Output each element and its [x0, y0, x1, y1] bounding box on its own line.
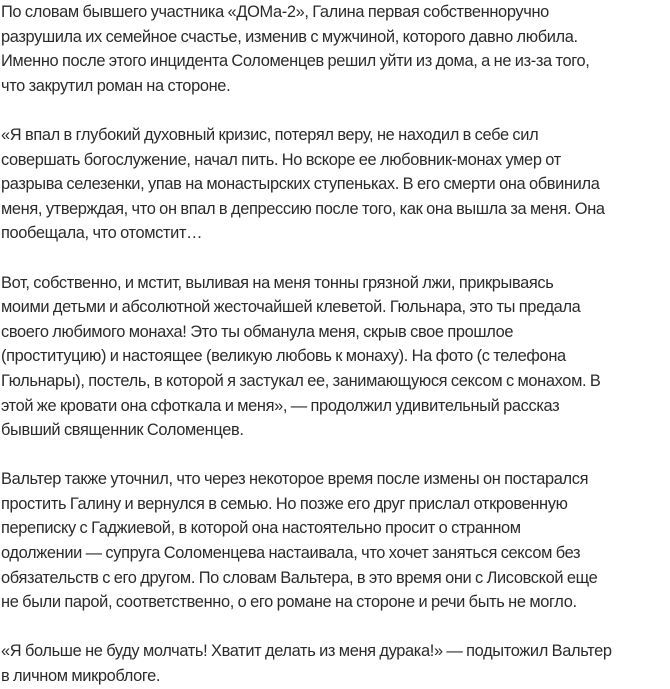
paragraph-intro [1, 0, 670, 98]
text-line: в личном микроблоге. [1, 667, 161, 686]
paragraph-quote-part-2 [1, 271, 670, 443]
text-line: переписку с Гаджиевой, в которой она настоятельно просит о странном [1, 519, 521, 538]
text-line: разрушила их семейное счастье, изменив с мужчиной, которого давно любила. [1, 27, 578, 46]
text-line: пообещала, что отомстит… [1, 224, 203, 243]
text-line: меня, утверждая, что он впал в депрессию после того, как она вышла за меня. Она [1, 199, 605, 218]
text-line: не были парой, соответственно, о его романе на стороне и речи быть не могло. [1, 593, 577, 612]
text-line: Гюльнары), постель, в которой я застукал ее, занимающуюся сексом с монахом. В [1, 371, 601, 390]
text-line: (проституцию) и настоящее (великую любовь к монаху). На фото (с телефона [1, 347, 566, 366]
paragraph-quote-part-1 [1, 123, 670, 246]
text-line: разрыва селезенки, упав на монастырских ступеньках. В его смерти она обвинила [1, 175, 600, 194]
text-line: Вот, собственно, и мстит, выливая на меня тонны грязной лжи, прикрываясь [1, 273, 554, 292]
text-line: «Я больше не буду молчать! Хватит делать из меня дурака!» — подытожил Вальтер [1, 642, 612, 661]
text-line: своего любимого монаха! Это ты обманула меня, скрыв свое прошлое [1, 322, 514, 341]
text-line: Вальтер также уточнил, что через некоторое время после измены он постарался [1, 470, 589, 489]
paragraph-walter-clarification [1, 467, 670, 615]
text-line: этой же кровати она сфоткала и меня», — продолжил удивительный рассказ [1, 396, 560, 415]
text-line: одолжении — супруга Соломенцева настаивала, что хочет заняться сексом без [1, 544, 581, 563]
text-line: совершать богослужение, начал пить. Но вскоре ее любовник-монах умер от [1, 150, 561, 169]
paragraph-conclusion [1, 639, 670, 688]
text-line: бывший священник Соломенцев. [1, 421, 244, 440]
text-line: Именно после этого инцидента Соломенцев решил уйти из дома, а не из-за того, [1, 52, 590, 71]
text-line: простить Галину и вернулся в семью. Но позже его друг прислал откровенную [1, 494, 568, 513]
text-line: что закрутил роман на стороне. [1, 76, 231, 95]
text-line: моими детьми и абсолютной жесточайшей клеветой. Гюльнара, это ты предала [1, 298, 581, 317]
text-line: По словам бывшего участника «ДОМа-2», Галина первая собственноручно [1, 3, 549, 21]
text-line: обязательств с его другом. По словам Вальтера, в это время они с Лисовской еще [1, 568, 598, 587]
text-line: «Я впал в глубокий духовный кризис, потерял веру, не находил в себе сил [1, 125, 539, 144]
